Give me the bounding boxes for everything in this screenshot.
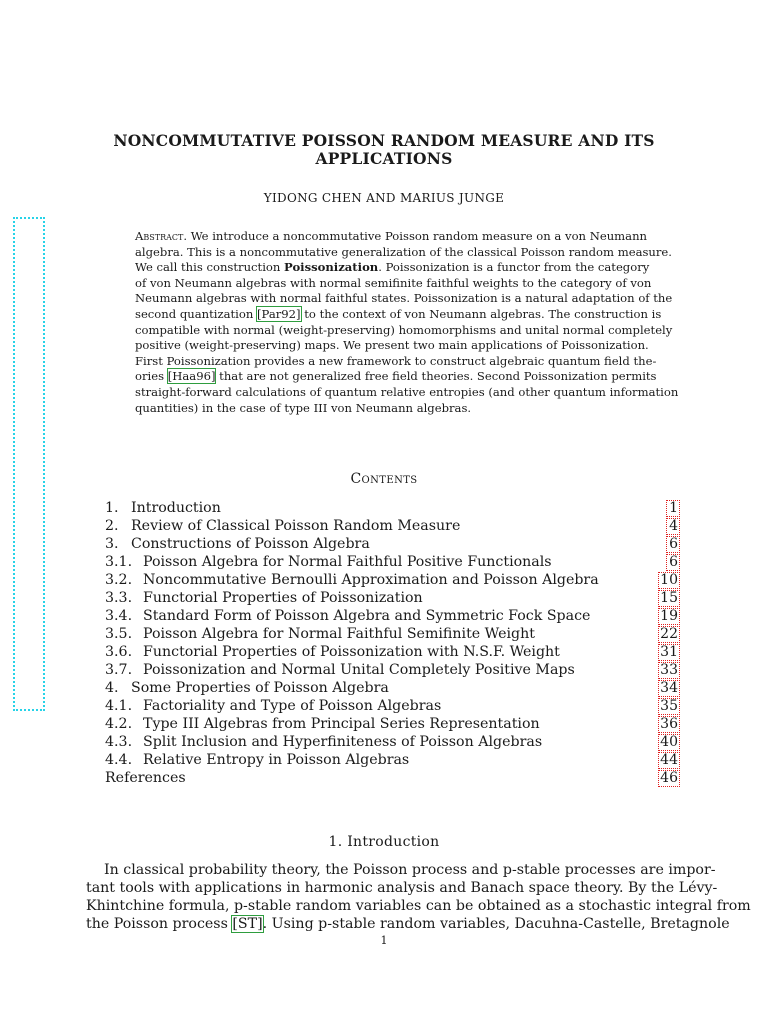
abstract-line	[135, 401, 633, 417]
abstract-text: We call this construction	[135, 260, 285, 275]
intro-line	[86, 897, 751, 915]
toc-entry[interactable]	[105, 751, 680, 769]
citation-link[interactable]: [Par92]	[257, 306, 301, 321]
toc-entry-number: 1.	[105, 500, 119, 516]
abstract-text: straight-forward calculations of quantum relative entropies (and other quantum information	[135, 384, 679, 399]
toc-entry-number: 2.	[105, 518, 119, 534]
toc-page-link[interactable]: 33	[660, 662, 678, 678]
abstract-line	[135, 322, 673, 339]
toc-page-link[interactable]: 1	[666, 500, 680, 517]
toc-page-link[interactable]: 15	[660, 590, 678, 606]
title-line-2: APPLICATIONS	[315, 149, 453, 168]
abstract-line	[135, 260, 650, 276]
toc-entry[interactable]	[105, 661, 680, 679]
abstract-line	[135, 229, 648, 245]
toc-entry[interactable]	[105, 733, 680, 751]
contents-heading: Contents	[350, 471, 418, 487]
toc-entry[interactable]	[105, 643, 680, 661]
paper-title	[100, 132, 668, 168]
toc-entry-title: Functorial Properties of Poissonization	[143, 590, 423, 606]
abstract-line	[135, 338, 649, 354]
toc-entry-number: 3.6.	[105, 644, 133, 660]
toc-page-link[interactable]: 34	[660, 680, 678, 696]
toc-entry-title: Poissonization and Normal Unital Completely Positive Maps	[143, 662, 575, 678]
abstract-line	[135, 291, 673, 307]
intro-line	[86, 861, 716, 879]
intro-text: the Poisson process	[86, 916, 233, 932]
toc-entry[interactable]	[105, 625, 680, 643]
page-number: 1	[380, 934, 388, 947]
abstract-text: First Poissonization provides a new framework to construct algebraic quantum field the-	[135, 353, 657, 368]
abstract-line	[135, 244, 672, 261]
toc-entry-title: Noncommutative Bernoulli Approximation and Poisson Algebra	[143, 572, 599, 588]
abstract-line	[135, 275, 652, 292]
introduction-text	[86, 861, 751, 933]
toc-entry-title: References	[105, 770, 186, 786]
toc-entry-title: Some Properties of Poisson Algebra	[131, 680, 389, 696]
toc-entry-title: Standard Form of Poisson Algebra and Symmetric Fock Space	[143, 608, 591, 624]
section-heading-introduction: 1. Introduction	[328, 834, 440, 850]
toc-page-link[interactable]: 4	[666, 518, 680, 535]
intro-line	[86, 879, 718, 897]
abstract-text: to the context of von Neumann algebras. The construction is	[300, 306, 662, 321]
abstract-text: Neumann algebras with normal faithful states. Poissonization is a natural adaptation of the	[135, 291, 673, 306]
toc-entry[interactable]	[105, 715, 680, 733]
abstract-line	[135, 353, 657, 370]
toc-page-link[interactable]: 19	[660, 608, 678, 624]
toc-page-link[interactable]: 36	[660, 716, 678, 732]
abstract-text: that are not generalized free field theories. Second Poissonization permits	[215, 369, 657, 384]
abstract-term-poissonization: Poissonization	[284, 260, 379, 275]
abstract-text: . Poissonization is a functor from the category	[378, 260, 650, 275]
abstract-text: compatible with normal (weight-preserving) homomorphisms and unital normal completely	[135, 322, 673, 337]
abstract-line	[135, 369, 657, 385]
toc-entry-number: 3.1.	[105, 554, 133, 570]
toc-entry[interactable]	[105, 553, 680, 571]
intro-text: Khintchine formula, p-stable random variables can be obtained as a stochastic integral from	[86, 898, 751, 914]
toc-entry[interactable]	[105, 499, 680, 517]
citation-link[interactable]: [ST]	[232, 916, 263, 932]
abstract-text: ories	[135, 369, 168, 384]
toc-entry-number: 4.	[105, 680, 119, 696]
toc-entry[interactable]	[105, 517, 680, 535]
toc-entry[interactable]	[105, 769, 680, 787]
toc-page-link[interactable]: 44	[660, 752, 678, 768]
abstract-text: We introduce a noncommutative Poisson random measure on a von Neumann	[187, 229, 648, 243]
intro-text: tant tools with applications in harmonic analysis and Banach space theory. By the Lévy-	[86, 880, 718, 896]
toc-entry-number: 3.7.	[105, 662, 133, 678]
abstract	[135, 229, 679, 416]
intro-line	[86, 915, 730, 933]
toc-entry-number: 3.4.	[105, 608, 133, 624]
toc-entry-number: 3.3.	[105, 590, 133, 606]
toc-page-link[interactable]: 10	[660, 572, 678, 588]
toc-entry[interactable]	[105, 697, 680, 715]
toc-entry-number: 3.5.	[105, 626, 133, 642]
abstract-line	[135, 384, 679, 401]
toc-entry-number: 3.2.	[105, 572, 133, 588]
toc-entry-title: Constructions of Poisson Algebra	[131, 536, 370, 552]
intro-text: In classical probability theory, the Poisson process and p-stable processes are impor-	[104, 862, 716, 878]
toc-entry[interactable]	[105, 535, 680, 553]
toc-page-link[interactable]: 6	[666, 554, 680, 571]
abstract-text: of von Neumann algebras with normal semifinite faithful weights to the category of von	[135, 275, 652, 290]
toc-entry-number: 4.2.	[105, 716, 133, 732]
toc-entry[interactable]	[105, 607, 680, 625]
toc-page-link[interactable]: 31	[660, 644, 678, 660]
toc-entry-title: Functorial Properties of Poissonization with N.S.F. Weight	[143, 644, 560, 660]
abstract-text: quantities) in the case of type III von Neumann algebras.	[135, 400, 472, 415]
toc-entry-number: 4.3.	[105, 734, 133, 750]
toc-entry-title: Split Inclusion and Hyperfiniteness of Poisson Algebras	[143, 734, 543, 750]
toc-page-link[interactable]: 46	[660, 770, 678, 786]
toc-entry[interactable]	[105, 571, 680, 589]
toc-entry-title: Relative Entropy in Poisson Algebras	[143, 752, 410, 768]
paper-authors: YIDONG CHEN AND MARIUS JUNGE	[263, 191, 505, 205]
toc-page-link[interactable]: 40	[660, 734, 678, 750]
toc-page-link[interactable]: 35	[660, 698, 678, 714]
toc-page-link[interactable]: 6	[666, 536, 680, 553]
title-line-1: NONCOMMUTATIVE POISSON RANDOM MEASURE AND ITS	[113, 131, 655, 150]
citation-link[interactable]: [Haa96]	[167, 369, 216, 384]
toc-entry-number: 4.4.	[105, 752, 133, 768]
abstract-label: Abstract.	[135, 229, 188, 243]
toc-entry-title: Factoriality and Type of Poisson Algebras	[143, 698, 442, 714]
table-of-contents	[105, 499, 680, 787]
toc-page-link[interactable]: 22	[660, 626, 678, 642]
toc-entry-title: Review of Classical Poisson Random Measure	[131, 518, 461, 534]
toc-entry-title: Poisson Algebra for Normal Faithful Semifinite Weight	[143, 626, 535, 642]
abstract-text: positive (weight-preserving) maps. We present two main applications of Poissonization.	[135, 338, 649, 353]
toc-entry-number: 4.1.	[105, 698, 133, 714]
toc-entry-title: Poisson Algebra for Normal Faithful Positive Functionals	[143, 554, 552, 570]
abstract-line	[135, 306, 662, 323]
toc-entry-title: Type III Algebras from Principal Series Representation	[143, 716, 540, 732]
toc-entry-title: Introduction	[131, 500, 221, 516]
toc-entry[interactable]	[105, 589, 680, 607]
intro-text: . Using p-stable random variables, Dacuhna-Castelle, Bretagnole	[262, 916, 730, 932]
margin-link-box[interactable]	[13, 217, 45, 711]
toc-entry[interactable]	[105, 679, 680, 697]
abstract-text: algebra. This is a noncommutative generalization of the classical Poisson random measure.	[135, 244, 672, 259]
toc-entry-number: 3.	[105, 536, 119, 552]
abstract-text: second quantization	[135, 306, 258, 321]
